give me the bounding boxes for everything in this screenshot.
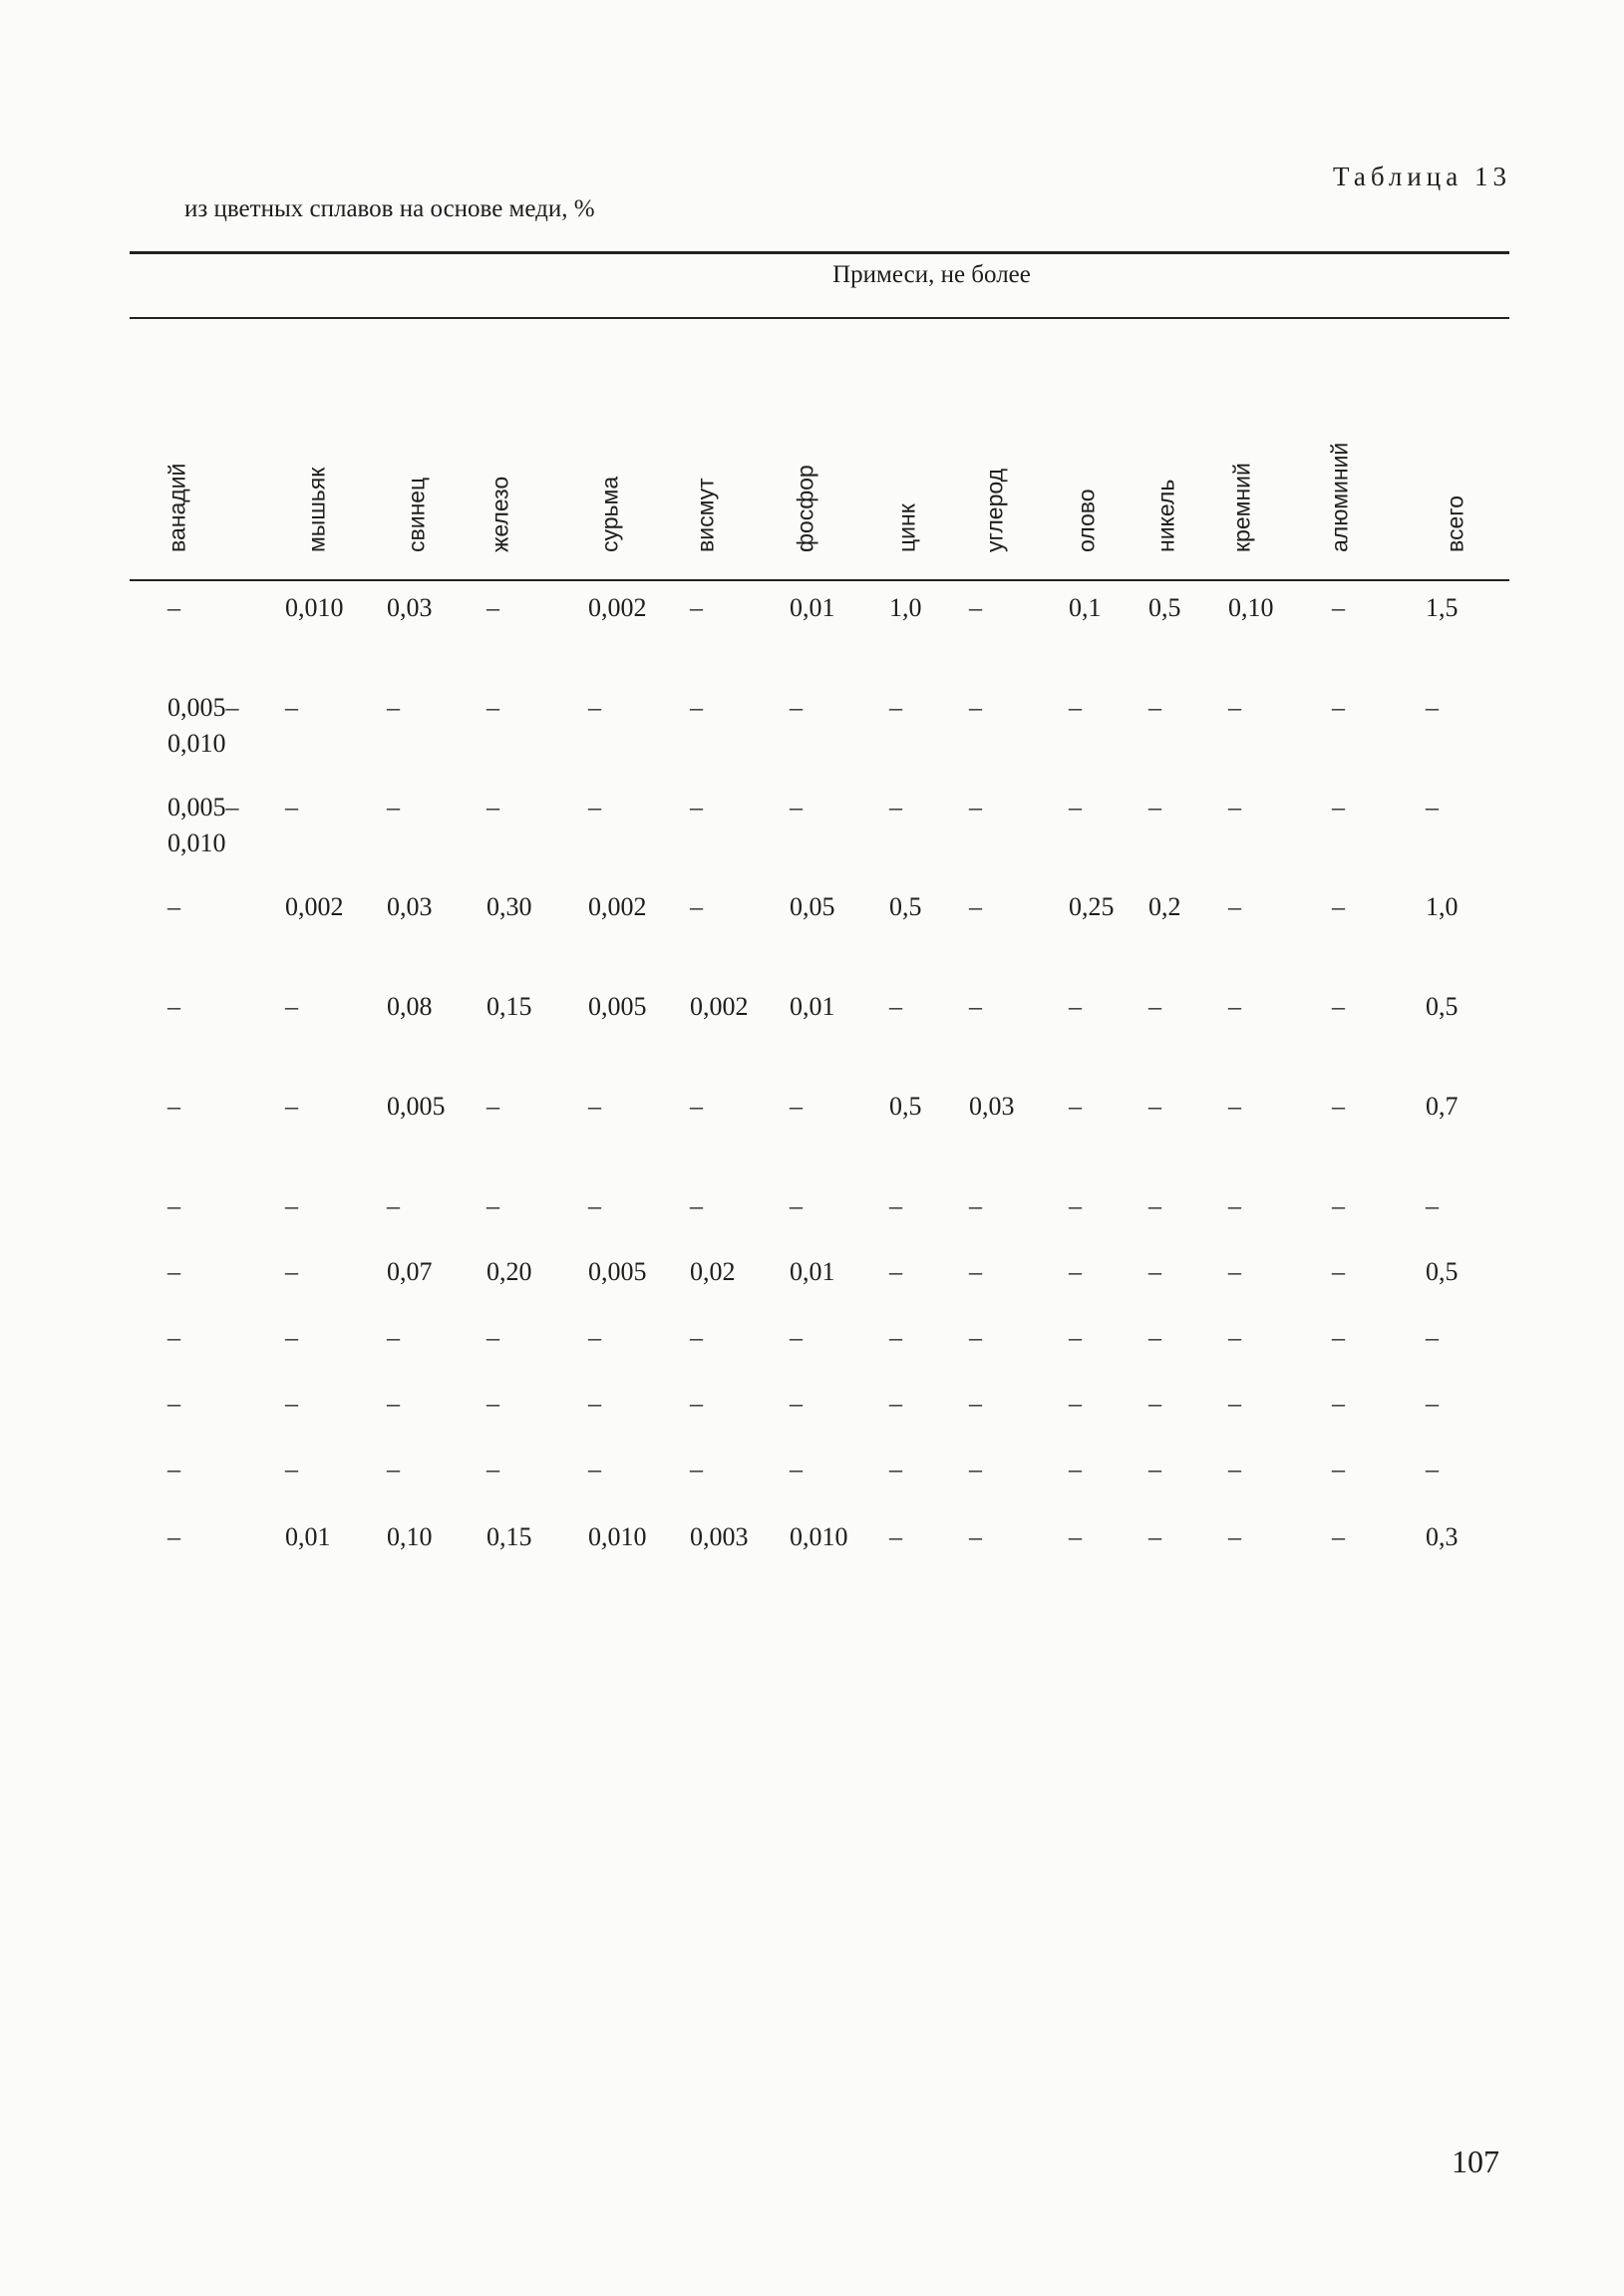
table-cell: –: [487, 593, 499, 622]
table-cell: 0,2: [1148, 892, 1181, 921]
table-cell: 0,5: [1148, 593, 1181, 622]
table-cell: –: [1228, 1092, 1241, 1121]
table-cell: 0,7: [1426, 1092, 1459, 1121]
table-cell: –: [790, 1455, 803, 1483]
table-cell: 0,01: [790, 992, 835, 1021]
table-cell: –: [889, 1455, 902, 1483]
top-rule: [130, 251, 1509, 254]
table-cell: –: [387, 1389, 400, 1418]
table-cell: 0,5: [1426, 1257, 1459, 1286]
table-cell: –: [167, 1389, 180, 1418]
column-header-label: цинк: [893, 503, 920, 552]
table-cell: –: [1332, 1455, 1345, 1483]
table-cell: –: [167, 593, 180, 622]
table-cell: –: [969, 1455, 982, 1483]
table-cell: 0,010: [790, 1522, 848, 1551]
table-cell: –: [167, 1092, 180, 1121]
table-cell: 0,005– 0,010: [167, 693, 239, 758]
table-cell: 0,005: [387, 1092, 446, 1121]
table-cell: –: [1332, 992, 1345, 1021]
table-cell: –: [690, 1455, 703, 1483]
table-label: Таблица 13: [1333, 162, 1511, 191]
table-cell: –: [690, 593, 703, 622]
group-header: Примеси, не более: [832, 261, 1031, 288]
table-cell: –: [889, 1522, 902, 1551]
table-cell: –: [1148, 1522, 1161, 1551]
table-cell: 0,002: [690, 992, 749, 1021]
table-cell: –: [1069, 1522, 1082, 1551]
table-cell: –: [790, 1092, 803, 1121]
table-cell: –: [285, 1092, 298, 1121]
table-cell: 0,25: [1069, 892, 1115, 921]
table-cell: –: [790, 693, 803, 722]
table-cell: –: [588, 1323, 601, 1352]
table-cell: –: [1332, 1389, 1345, 1418]
table-cell: 1,0: [889, 593, 922, 622]
column-header: [1320, 320, 1360, 579]
header-bottom-rule: [130, 579, 1509, 581]
table-cell: –: [387, 793, 400, 821]
table-cell: –: [1069, 1389, 1082, 1418]
table-cell: –: [588, 793, 601, 821]
table-cell: –: [1069, 992, 1082, 1021]
table-cell: –: [487, 1323, 499, 1352]
table-cell: 0,05: [790, 892, 835, 921]
table-cell: 0,3: [1426, 1522, 1459, 1551]
table-cell: 0,03: [969, 1092, 1015, 1121]
table-cell: –: [969, 1257, 982, 1286]
table-cell: –: [285, 1389, 298, 1418]
table-cell: 0,20: [487, 1257, 532, 1286]
table-cell: –: [1332, 793, 1345, 821]
table-cell: –: [889, 1191, 902, 1220]
table-cell: –: [1069, 693, 1082, 722]
table-cell: –: [1069, 1323, 1082, 1352]
table-cell: –: [588, 1389, 601, 1418]
table-cell: –: [387, 1455, 400, 1483]
table-cell: –: [1426, 1389, 1439, 1418]
table-cell: –: [1332, 593, 1345, 622]
column-header: [887, 320, 927, 579]
table-cell: –: [167, 1522, 180, 1551]
table-cell: –: [285, 693, 298, 722]
table-cell: 1,5: [1426, 593, 1459, 622]
column-header: [158, 320, 197, 579]
table-cell: 0,1: [1069, 593, 1102, 622]
column-header-label: фосфор: [792, 465, 818, 552]
table-cell: –: [487, 1389, 499, 1418]
column-header-label: всего: [1442, 495, 1468, 552]
column-header-label: ванадий: [163, 463, 190, 552]
table-cell: –: [487, 693, 499, 722]
column-header-label: олово: [1073, 489, 1100, 552]
table-cell: –: [1069, 1191, 1082, 1220]
table-cell: –: [167, 992, 180, 1021]
table-cell: –: [889, 1389, 902, 1418]
table-cell: –: [690, 1389, 703, 1418]
table-cell: 0,10: [1228, 593, 1274, 622]
table-cell: –: [167, 1257, 180, 1286]
table-cell: –: [1228, 892, 1241, 921]
table-cell: –: [969, 1323, 982, 1352]
table-cell: –: [690, 892, 703, 921]
column-header: [481, 320, 520, 579]
table-cell: –: [1228, 1191, 1241, 1220]
table-cell: –: [285, 1191, 298, 1220]
table-cell: –: [690, 1092, 703, 1121]
column-header: [397, 320, 437, 579]
table-cell: –: [969, 793, 982, 821]
column-header: [1436, 320, 1475, 579]
table-cell: 0,010: [285, 593, 344, 622]
column-header: [1146, 320, 1186, 579]
table-cell: –: [969, 1191, 982, 1220]
table-cell: –: [588, 1191, 601, 1220]
table-cell: –: [1332, 1191, 1345, 1220]
table-cell: 0,005: [588, 992, 647, 1021]
table-cell: –: [969, 593, 982, 622]
table-cell: –: [1332, 1092, 1345, 1121]
column-header: [975, 320, 1015, 579]
table-cell: 0,07: [387, 1257, 433, 1286]
table-cell: –: [969, 892, 982, 921]
table-cell: –: [1148, 1389, 1161, 1418]
table-cell: –: [1148, 1257, 1161, 1286]
table-cell: –: [969, 992, 982, 1021]
table-cell: 0,010: [588, 1522, 647, 1551]
table-cell: –: [1228, 992, 1241, 1021]
table-cell: 0,01: [790, 593, 835, 622]
column-header-label: железо: [487, 476, 513, 552]
page-number: 107: [1452, 2143, 1499, 2179]
table-cell: –: [889, 1257, 902, 1286]
table-cell: 0,01: [790, 1257, 835, 1286]
table-cell: 0,08: [387, 992, 433, 1021]
table-cell: –: [1332, 693, 1345, 722]
table-cell: –: [790, 1323, 803, 1352]
column-header-label: сурьма: [596, 476, 623, 552]
table-cell: –: [1148, 693, 1161, 722]
table-cell: –: [1332, 1257, 1345, 1286]
table-cell: –: [889, 992, 902, 1021]
column-header-label: свинец: [403, 477, 430, 552]
column-header: [297, 320, 337, 579]
table-cell: –: [1069, 1455, 1082, 1483]
table-cell: –: [1148, 1092, 1161, 1121]
table-cell: –: [588, 1092, 601, 1121]
table-cell: –: [790, 793, 803, 821]
table-cell: –: [167, 892, 180, 921]
table-cell: –: [1426, 793, 1439, 821]
table-cell: 0,02: [690, 1257, 736, 1286]
table-cell: –: [1332, 1323, 1345, 1352]
column-header-label: мышьяк: [303, 467, 330, 552]
table-cell: –: [1228, 1257, 1241, 1286]
table-cell: –: [1426, 693, 1439, 722]
table-cell: 0,15: [487, 1522, 532, 1551]
table-cell: –: [690, 1191, 703, 1220]
table-cell: –: [1148, 1323, 1161, 1352]
table-cell: –: [889, 793, 902, 821]
table-cell: –: [790, 1191, 803, 1220]
table-cell: –: [285, 1455, 298, 1483]
table-cell: –: [690, 1323, 703, 1352]
table-cell: –: [1069, 1257, 1082, 1286]
table-cell: 0,002: [588, 892, 647, 921]
table-cell: –: [1426, 1191, 1439, 1220]
column-header-label: никель: [1152, 479, 1179, 552]
table-cell: –: [690, 693, 703, 722]
column-header: [1222, 320, 1262, 579]
table-cell: 0,03: [387, 593, 433, 622]
table-cell: 0,15: [487, 992, 532, 1021]
table-cell: –: [387, 1191, 400, 1220]
table-cell: –: [1332, 1522, 1345, 1551]
table-cell: –: [167, 1455, 180, 1483]
table-cell: 0,002: [588, 593, 647, 622]
table-cell: 0,002: [285, 892, 344, 921]
table-cell: –: [1228, 1389, 1241, 1418]
table-cell: –: [387, 1323, 400, 1352]
table-cell: 0,01: [285, 1522, 331, 1551]
table-cell: –: [487, 1191, 499, 1220]
table-cell: –: [1228, 1522, 1241, 1551]
table-cell: 0,10: [387, 1522, 433, 1551]
table-cell: –: [1426, 1323, 1439, 1352]
table-cell: 1,0: [1426, 892, 1459, 921]
table-cell: –: [1426, 1455, 1439, 1483]
column-header: [686, 320, 726, 579]
table-cell: –: [690, 793, 703, 821]
table-cell: 0,30: [487, 892, 532, 921]
column-header-label: висмут: [692, 478, 719, 552]
table-cell: 0,005: [588, 1257, 647, 1286]
table-cell: 0,005– 0,010: [167, 793, 239, 857]
table-cell: –: [1148, 793, 1161, 821]
table-cell: –: [1069, 793, 1082, 821]
table-cell: –: [969, 1522, 982, 1551]
table-cell: –: [588, 693, 601, 722]
table-cell: 0,003: [690, 1522, 749, 1551]
column-header: [786, 320, 825, 579]
table-cell: –: [487, 1455, 499, 1483]
table-cell: 0,5: [889, 1092, 922, 1121]
table-cell: 0,03: [387, 892, 433, 921]
table-cell: –: [790, 1389, 803, 1418]
table-cell: –: [285, 793, 298, 821]
column-header-label: углерод: [981, 468, 1008, 552]
table-cell: 0,5: [889, 892, 922, 921]
column-header: [590, 320, 630, 579]
column-header: [1067, 320, 1107, 579]
table-cell: –: [1148, 992, 1161, 1021]
table-cell: –: [1148, 1455, 1161, 1483]
table-cell: –: [1332, 892, 1345, 921]
table-cell: –: [1228, 1323, 1241, 1352]
column-header-label: алюминий: [1326, 442, 1353, 552]
table-cell: –: [1069, 1092, 1082, 1121]
table-cell: 0,5: [1426, 992, 1459, 1021]
table-subtitle: из цветных сплавов на основе меди, %: [184, 195, 595, 222]
table-cell: –: [167, 1323, 180, 1352]
table-cell: –: [1228, 693, 1241, 722]
table-cell: –: [588, 1455, 601, 1483]
table-cell: –: [285, 1323, 298, 1352]
table-cell: –: [969, 693, 982, 722]
table-cell: –: [1228, 793, 1241, 821]
table-cell: –: [1148, 1191, 1161, 1220]
table-cell: –: [487, 1092, 499, 1121]
table-cell: –: [889, 693, 902, 722]
table-cell: –: [167, 1191, 180, 1220]
table-cell: –: [969, 1389, 982, 1418]
table-cell: –: [487, 793, 499, 821]
table-cell: –: [889, 1323, 902, 1352]
column-header-label: кремний: [1228, 463, 1255, 552]
table-cell: –: [1228, 1455, 1241, 1483]
table-cell: –: [387, 693, 400, 722]
table-cell: –: [285, 992, 298, 1021]
group-header-rule: [130, 317, 1509, 319]
table-cell: –: [285, 1257, 298, 1286]
